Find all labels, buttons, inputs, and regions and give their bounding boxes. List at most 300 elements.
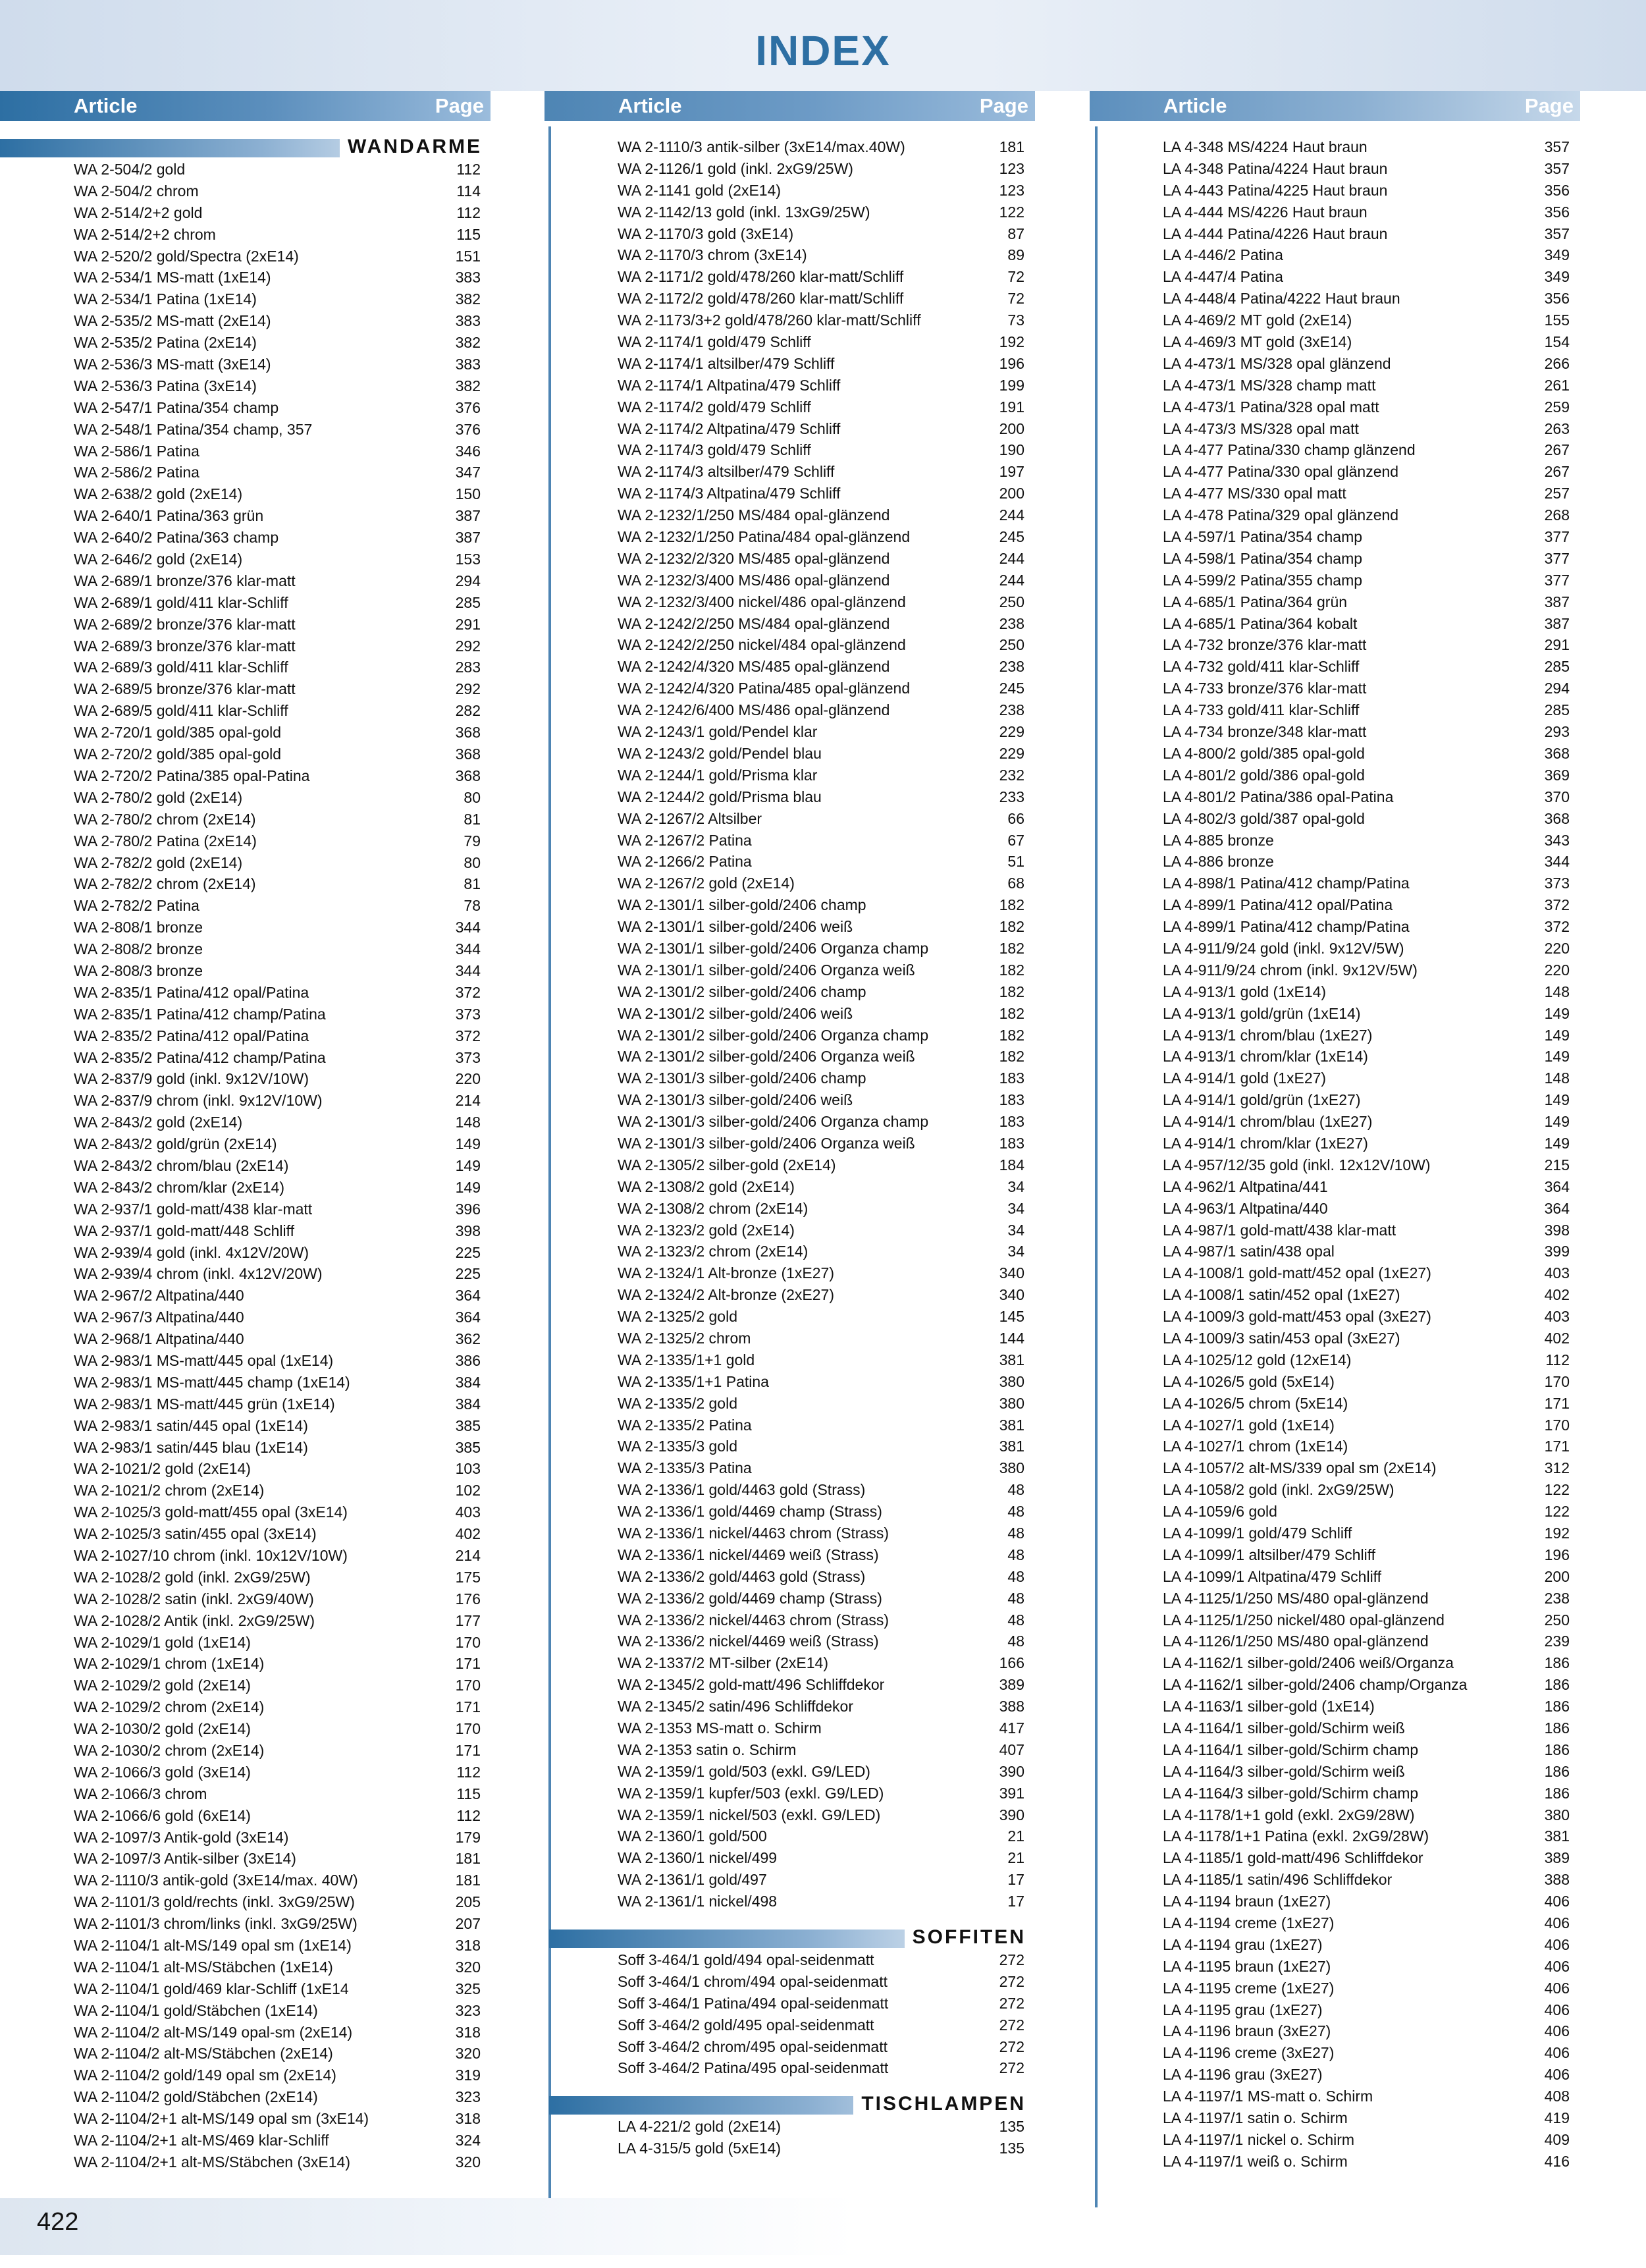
article-name: WA 2-689/5 bronze/376 klar-matt	[74, 680, 296, 698]
page-ref: 135	[999, 2118, 1024, 2136]
index-entry	[618, 916, 1026, 938]
article-name: WA 2-720/1 gold/385 opal-gold	[74, 724, 281, 742]
index-entry	[618, 894, 1026, 916]
article-name: WA 2-937/1 gold-matt/438 klar-matt	[74, 1200, 313, 1218]
article-name: LA 4-1008/1 gold-matt/452 opal (1xE27)	[1163, 1264, 1431, 1282]
index-entry	[74, 873, 482, 895]
index-entry	[74, 441, 482, 462]
page-ref: 285	[1544, 701, 1570, 719]
index-entry	[618, 1523, 1026, 1544]
article-name: WA 2-1360/1 nickel/499	[618, 1849, 778, 1867]
article-name: WA 2-1104/2+1 alt-MS/149 opal sm (3xE14)	[74, 2110, 369, 2128]
article-name: LA 4-1125/1/250 MS/480 opal-glänzend	[1163, 1589, 1429, 1607]
article-name: WA 2-1174/3 Altpatina/479 Schliff	[618, 485, 841, 502]
article-name: WA 2-1141 gold (2xE14)	[618, 181, 782, 199]
index-entry	[1163, 830, 1571, 851]
index-entry	[74, 1588, 482, 1610]
index-entry	[74, 2086, 482, 2108]
article-name: WA 2-1345/2 gold-matt/496 Schliffdekor	[618, 1676, 885, 1694]
page-ref: 182	[999, 983, 1024, 1000]
index-entry	[74, 180, 482, 202]
article-name: WA 2-536/3 Patina (3xE14)	[74, 377, 257, 394]
article-name: LA 4-1099/1 Altpatina/479 Schliff	[1163, 1567, 1382, 1585]
page-ref: 257	[1544, 485, 1570, 502]
article-name: WA 2-1359/1 gold/503 (exkl. G9/LED)	[618, 1762, 870, 1780]
article-name: WA 2-1336/1 nickel/4469 weiß (Strass)	[618, 1546, 879, 1563]
page-ref: 344	[455, 961, 481, 979]
page-ref: 48	[1007, 1481, 1024, 1499]
index-entry	[618, 634, 1026, 656]
index-entry	[74, 397, 482, 419]
article-name: WA 2-1359/1 nickel/503 (exkl. G9/LED)	[618, 1806, 881, 1823]
column-header-2	[544, 91, 1035, 121]
article-name: WA 2-535/2 MS-matt (2xE14)	[74, 312, 271, 330]
index-entry	[618, 2014, 1026, 2036]
index-entry	[74, 1004, 482, 1025]
index-entry	[1163, 266, 1571, 288]
page-ref: 384	[455, 1395, 481, 1413]
article-name: WA 2-937/1 gold-matt/448 Schliff	[74, 1222, 294, 1239]
article-name: LA 4-1162/1 silber-gold/2406 champ/Organza	[1163, 1676, 1468, 1694]
index-entry	[74, 2108, 482, 2130]
article-name: WA 2-780/2 chrom (2xE14)	[74, 810, 256, 828]
index-entry	[74, 1783, 482, 1805]
page-ref: 214	[455, 1092, 481, 1110]
article-name: LA 4-1008/1 satin/452 opal (1xE27)	[1163, 1286, 1400, 1304]
page-ref: 406	[1544, 2022, 1570, 2040]
page-ref: 356	[1544, 290, 1570, 308]
page-ref: 387	[455, 507, 481, 525]
article-name: WA 2-967/2 Altpatina/440	[74, 1287, 244, 1305]
index-entry	[618, 1783, 1026, 1804]
article-name: WA 2-1174/2 Altpatina/479 Schliff	[618, 419, 841, 437]
index-entry	[618, 1652, 1026, 1674]
article-name: LA 4-315/5 gold (5xE14)	[618, 2140, 782, 2157]
index-entry	[74, 1675, 482, 1696]
page-ref: 229	[999, 723, 1024, 741]
article-name: WA 2-1301/2 silber-gold/2406 Organza champ	[618, 1026, 929, 1044]
article-name: WA 2-1301/2 silber-gold/2406 champ	[618, 983, 866, 1000]
index-entry	[1163, 158, 1571, 180]
page-ref: 149	[1544, 1048, 1570, 1066]
index-entry	[1163, 743, 1571, 765]
page-ref: 291	[455, 615, 481, 633]
article-name: LA 4-469/3 MT gold (3xE14)	[1163, 333, 1352, 351]
index-entry	[1163, 1436, 1571, 1457]
page-ref: 186	[1544, 1762, 1570, 1780]
index-entry	[618, 1869, 1026, 1891]
article-name: LA 4-913/1 gold (1xE14)	[1163, 983, 1327, 1000]
article-name: WA 2-1323/2 chrom (2xE14)	[618, 1243, 809, 1260]
page-ref: 149	[1544, 1113, 1570, 1131]
index-entry	[74, 830, 482, 852]
article-name: WA 2-1174/2 gold/479 Schliff	[618, 398, 811, 416]
page-ref: 171	[1544, 1438, 1570, 1455]
index-entry	[618, 1993, 1026, 2014]
page-ref: 171	[455, 1742, 481, 1760]
column-divider	[548, 126, 551, 2207]
page-ref: 382	[455, 334, 481, 352]
article-name: WA 2-586/1 Patina	[74, 442, 199, 460]
page-ref: 245	[999, 528, 1024, 546]
article-name: LA 4-1026/5 gold (5xE14)	[1163, 1372, 1335, 1390]
page-ref: 225	[455, 1265, 481, 1283]
page-ref: 182	[999, 918, 1024, 936]
page-ref: 102	[455, 1482, 481, 1499]
page-ref: 294	[1544, 680, 1570, 697]
article-name: WA 2-1142/13 gold (inkl. 13xG9/25W)	[618, 203, 870, 221]
article-name: WA 2-1336/1 gold/4463 gold (Strass)	[618, 1481, 866, 1499]
page-ref: 239	[1544, 1633, 1570, 1650]
index-entry	[74, 1155, 482, 1177]
page-ref: 320	[455, 1958, 481, 1976]
page-ref: 183	[999, 1113, 1024, 1131]
article-name: WA 2-1232/2/320 MS/485 opal-glänzend	[618, 549, 890, 567]
article-name: WA 2-514/2+2 gold	[74, 203, 203, 221]
index-entry	[1163, 2107, 1571, 2129]
article-name: WA 2-689/3 gold/411 klar-Schliff	[74, 659, 288, 676]
page-ref: 229	[999, 744, 1024, 762]
article-name: WA 2-1101/3 chrom/links (inkl. 3xG9/25W)	[74, 1915, 358, 1933]
page-ref: 349	[1544, 268, 1570, 286]
page-ref: 205	[455, 1893, 481, 1911]
index-entry	[1163, 1371, 1571, 1393]
index-entry	[618, 1674, 1026, 1696]
index-entry	[74, 1913, 482, 1935]
page-ref: 357	[1544, 138, 1570, 155]
page-ref: 318	[455, 2023, 481, 2041]
article-name: WA 2-808/2 bronze	[74, 940, 203, 958]
article-name: WA 2-1104/1 alt-MS/149 opal sm (1xE14)	[74, 1937, 352, 1955]
page-ref: 372	[455, 1027, 481, 1044]
index-entry	[1163, 959, 1571, 981]
index-entry	[618, 136, 1026, 158]
article-name: LA 4-1197/1 nickel o. Schirm	[1163, 2130, 1355, 2148]
page-ref: 388	[1544, 1871, 1570, 1889]
page-ref: 171	[455, 1655, 481, 1673]
page-ref: 403	[1544, 1308, 1570, 1326]
article-name: WA 2-1336/1 gold/4469 champ (Strass)	[618, 1503, 882, 1521]
article-name: WA 2-1170/3 gold (3xE14)	[618, 225, 794, 242]
article-name: LA 4-1195 creme (1xE27)	[1163, 1979, 1335, 1997]
article-name: WA 2-646/2 gold (2xE14)	[74, 551, 243, 568]
article-name: WA 2-1325/2 chrom	[618, 1329, 751, 1347]
article-name: LA 4-448/4 Patina/4222 Haut braun	[1163, 290, 1400, 308]
article-name: LA 4-1197/1 MS-matt o. Schirm	[1163, 2088, 1373, 2105]
page-ref: 403	[1544, 1264, 1570, 1282]
page-ref: 215	[1544, 1156, 1570, 1174]
article-name: WA 2-1174/3 gold/479 Schliff	[618, 441, 811, 459]
page-ref: 272	[999, 1972, 1024, 1990]
index-entry	[74, 722, 482, 743]
article-name: LA 4-987/1 satin/438 opal	[1163, 1243, 1335, 1260]
index-entry	[618, 1588, 1026, 1609]
page-ref: 192	[1544, 1525, 1570, 1542]
index-entry	[74, 527, 482, 549]
entry-list	[74, 159, 482, 2173]
page-ref: 319	[455, 2066, 481, 2084]
page-ref: 80	[464, 853, 481, 871]
index-entry	[74, 982, 482, 1004]
index-entry	[74, 1567, 482, 1588]
article-name: WA 2-1097/3 Antik-silber (3xE14)	[74, 1850, 296, 1868]
index-entry	[1163, 938, 1571, 959]
page-title: INDEX	[755, 27, 891, 74]
article-name: WA 2-1336/2 nickel/4469 weiß (Strass)	[618, 1633, 879, 1650]
index-entry	[74, 1501, 482, 1523]
index-entry	[1163, 1523, 1571, 1544]
index-entry	[1163, 1847, 1571, 1869]
index-entry	[618, 396, 1026, 418]
index-entry	[618, 656, 1026, 678]
index-entry	[618, 1457, 1026, 1479]
page-ref: 154	[1544, 333, 1570, 351]
article-name: WA 2-689/1 gold/411 klar-Schliff	[74, 593, 288, 611]
article-name: WA 2-1345/2 satin/496 Schliffdekor	[618, 1698, 853, 1715]
article-name: WA 2-1232/1/250 Patina/484 opal-glänzend	[618, 528, 911, 546]
article-name: LA 4-446/2 Patina	[1163, 246, 1283, 264]
page-ref: 112	[456, 1763, 481, 1781]
article-name: WA 2-843/2 chrom/blau (2xE14)	[74, 1156, 289, 1174]
section-title: WANDARME	[340, 135, 482, 159]
index-entry	[74, 1350, 482, 1372]
page-ref: 390	[999, 1806, 1024, 1823]
index-entry	[618, 1739, 1026, 1761]
index-entry	[618, 1609, 1026, 1631]
page-ref: 200	[999, 485, 1024, 502]
article-name: LA 4-1196 creme (3xE27)	[1163, 2044, 1335, 2062]
index-column-3	[1163, 136, 1571, 2173]
article-name: LA 4-1178/1+1 Patina (exkl. 2xG9/28W)	[1163, 1827, 1429, 1845]
index-entry	[74, 354, 482, 375]
article-name: WA 2-586/2 Patina	[74, 464, 199, 481]
article-name: LA 4-987/1 gold-matt/438 klar-matt	[1163, 1221, 1396, 1239]
page-ref: 376	[455, 420, 481, 438]
article-name: LA 4-685/1 Patina/364 kobalt	[1163, 614, 1358, 632]
page-ref: 186	[1544, 1676, 1570, 1694]
index-entry	[618, 1328, 1026, 1349]
index-entry	[618, 1971, 1026, 1993]
index-entry	[1163, 396, 1571, 418]
index-entry	[1163, 310, 1571, 331]
article-name: WA 2-1025/3 satin/455 opal (3xE14)	[74, 1525, 317, 1543]
index-entry	[1163, 461, 1571, 483]
page-ref: 318	[455, 1937, 481, 1955]
article-name: LA 4-598/1 Patina/354 champ	[1163, 549, 1363, 567]
article-name: WA 2-1335/1+1 Patina	[618, 1372, 769, 1390]
article-name: LA 4-1163/1 silber-gold (1xE14)	[1163, 1698, 1375, 1715]
page-ref: 323	[455, 2001, 481, 2019]
index-entry	[74, 1762, 482, 1783]
index-entry	[1163, 223, 1571, 245]
article-name: WA 2-1301/1 silber-gold/2406 Organza champ	[618, 939, 929, 957]
page-ref: 324	[455, 2132, 481, 2149]
index-entry	[74, 1610, 482, 1632]
index-entry	[1163, 1306, 1571, 1328]
article-name: WA 2-1324/1 Alt-bronze (1xE27)	[618, 1264, 834, 1282]
index-entry	[1163, 1956, 1571, 1978]
index-entry	[74, 310, 482, 332]
article-name: WA 2-1301/1 silber-gold/2406 Organza weiß	[618, 961, 915, 979]
section-title: SOFFITEN	[905, 1926, 1026, 1949]
page-ref: 114	[456, 182, 481, 200]
page-ref: 398	[1544, 1221, 1570, 1239]
article-name: WA 2-808/3 bronze	[74, 961, 203, 979]
article-name: WA 2-1325/2 gold	[618, 1308, 737, 1326]
page-ref: 340	[999, 1264, 1024, 1282]
article-name: Soff 3-464/1 gold/494 opal-seidenmatt	[618, 1951, 874, 1969]
index-entry	[74, 2022, 482, 2043]
index-entry	[74, 635, 482, 657]
index-entry	[1163, 808, 1571, 830]
entry-list	[618, 1949, 1026, 2079]
article-name: Soff 3-464/1 Patina/494 opal-seidenmatt	[618, 1994, 889, 2012]
article-name: WA 2-1104/2 gold/149 opal sm (2xE14)	[74, 2066, 336, 2084]
article-name: LA 4-1164/1 silber-gold/Schirm champ	[1163, 1741, 1419, 1758]
page-ref: 272	[999, 2016, 1024, 2034]
article-name: LA 4-913/1 chrom/klar (1xE14)	[1163, 1048, 1368, 1066]
page-ref: 387	[455, 529, 481, 547]
index-entry	[74, 246, 482, 267]
index-entry	[618, 310, 1026, 331]
index-entry	[74, 917, 482, 938]
page-ref: 182	[999, 1026, 1024, 1044]
page-ref: 416	[1544, 2152, 1570, 2170]
page-ref: 183	[999, 1134, 1024, 1152]
index-entry	[618, 1566, 1026, 1588]
page-ref: 17	[1007, 1871, 1024, 1889]
article-name: WA 2-1335/2 gold	[618, 1394, 737, 1412]
index-entry	[1163, 1393, 1571, 1415]
index-entry	[618, 808, 1026, 830]
page-ref: 176	[455, 1590, 481, 1607]
article-name: LA 4-732 gold/411 klar-Schliff	[1163, 658, 1360, 676]
page-ref: 186	[1544, 1784, 1570, 1802]
page-ref: 259	[1544, 398, 1570, 416]
article-name: WA 2-1174/1 altsilber/479 Schliff	[618, 354, 835, 372]
article-name: WA 2-689/2 bronze/376 klar-matt	[74, 615, 296, 633]
index-entry	[74, 592, 482, 614]
article-name: WA 2-1337/2 MT-silber (2xE14)	[618, 1654, 828, 1672]
article-name: WA 2-1301/2 silber-gold/2406 weiß	[618, 1004, 853, 1022]
index-entry	[1163, 2064, 1571, 2086]
page-ref: 282	[455, 702, 481, 720]
page-ref: 196	[999, 354, 1024, 372]
index-entry	[74, 1242, 482, 1264]
page-ref: 406	[1544, 1893, 1570, 1910]
page-ref: 399	[1544, 1243, 1570, 1260]
article-name: LA 4-477 MS/330 opal matt	[1163, 485, 1346, 502]
article-name: WA 2-1243/1 gold/Pendel klar	[618, 723, 818, 741]
page-header: Page	[979, 94, 1028, 117]
page-ref: 179	[455, 1828, 481, 1846]
article-name: WA 2-1308/2 chrom (2xE14)	[618, 1199, 809, 1217]
article-name: WA 2-1336/2 gold/4469 champ (Strass)	[618, 1589, 882, 1607]
index-entry	[1163, 288, 1571, 310]
index-entry	[1163, 1652, 1571, 1674]
article-name: WA 2-548/1 Patina/354 champ, 357	[74, 420, 313, 438]
index-entry	[618, 1241, 1026, 1262]
article-name: WA 2-782/2 gold (2xE14)	[74, 853, 243, 871]
article-name: LA 4-1178/1+1 gold (exkl. 2xG9/28W)	[1163, 1806, 1415, 1823]
article-name: WA 2-1301/3 silber-gold/2406 Organza weiß	[618, 1134, 915, 1152]
page-ref: 122	[1544, 1503, 1570, 1521]
article-name: WA 2-1242/6/400 MS/486 opal-glänzend	[618, 701, 890, 719]
article-name: WA 2-1028/2 Antik (inkl. 2xG9/25W)	[74, 1611, 315, 1629]
page-ref: 73	[1007, 311, 1024, 329]
page-ref: 171	[1544, 1394, 1570, 1412]
article-name: WA 2-1323/2 gold (2xE14)	[618, 1221, 795, 1239]
article-name: WA 2-843/2 chrom/klar (2xE14)	[74, 1178, 284, 1196]
page-ref: 220	[455, 1070, 481, 1088]
index-entry	[74, 1718, 482, 1740]
page-ref: 123	[999, 181, 1024, 199]
page-ref: 34	[1007, 1199, 1024, 1217]
index-entry	[618, 851, 1026, 873]
article-name: LA 4-899/1 Patina/412 champ/Patina	[1163, 918, 1410, 936]
index-entry	[1163, 765, 1571, 786]
page-ref: 181	[455, 1872, 481, 1889]
article-name: WA 2-640/2 Patina/363 champ	[74, 529, 279, 547]
article-name: WA 2-983/1 MS-matt/445 grün (1xE14)	[74, 1395, 335, 1413]
page-ref: 149	[1544, 1134, 1570, 1152]
article-name: LA 4-914/1 gold/grün (1xE27)	[1163, 1091, 1361, 1109]
article-name: WA 2-1267/2 Patina	[618, 831, 752, 849]
article-name: LA 4-477 Patina/330 champ glänzend	[1163, 441, 1416, 459]
index-entry	[74, 1263, 482, 1285]
index-entry	[74, 1393, 482, 1415]
article-name: WA 2-808/1 bronze	[74, 919, 203, 936]
page-ref: 406	[1544, 1914, 1570, 1932]
page-ref: 245	[999, 680, 1024, 697]
page-ref: 347	[455, 464, 481, 481]
page-ref: 48	[1007, 1589, 1024, 1607]
index-entry	[1163, 439, 1571, 461]
article-header: Article	[74, 94, 138, 117]
page-ref: 272	[999, 2059, 1024, 2077]
article-name: WA 2-689/5 gold/411 klar-Schliff	[74, 702, 288, 720]
index-entry	[618, 1804, 1026, 1826]
article-name: WA 2-1301/1 silber-gold/2406 champ	[618, 896, 866, 914]
article-name: WA 2-1104/2+1 alt-MS/Stäbchen (3xE14)	[74, 2153, 350, 2171]
index-entry	[1163, 721, 1571, 743]
index-entry	[74, 375, 482, 397]
page-ref: 380	[999, 1372, 1024, 1390]
index-entry	[618, 981, 1026, 1003]
index-entry	[1163, 375, 1571, 396]
page-ref: 122	[1544, 1481, 1570, 1499]
page-ref: 148	[1544, 1069, 1570, 1087]
index-entry	[74, 267, 482, 288]
article-name: LA 4-1026/5 chrom (5xE14)	[1163, 1394, 1348, 1412]
index-entry	[74, 852, 482, 874]
index-entry	[1163, 873, 1571, 894]
page-ref: 214	[455, 1547, 481, 1564]
article-name: WA 2-1174/3 altsilber/479 Schliff	[618, 463, 835, 481]
article-name: WA 2-689/3 bronze/376 klar-matt	[74, 637, 296, 655]
article-name: LA 4-1195 braun (1xE27)	[1163, 1957, 1331, 1975]
article-name: LA 4-685/1 Patina/364 grün	[1163, 593, 1348, 610]
article-name: LA 4-1195 grau (1xE27)	[1163, 2001, 1323, 2018]
index-entry	[74, 765, 482, 787]
article-name: LA 4-348 Patina/4224 Haut braun	[1163, 159, 1388, 177]
article-name: WA 2-939/4 chrom (inkl. 4x12V/20W)	[74, 1265, 323, 1283]
page-ref: 292	[455, 637, 481, 655]
index-entry	[618, 1111, 1026, 1133]
page-ref: 261	[1544, 376, 1570, 394]
index-entry	[1163, 2129, 1571, 2151]
article-name: WA 2-1029/1 chrom (1xE14)	[74, 1655, 265, 1673]
